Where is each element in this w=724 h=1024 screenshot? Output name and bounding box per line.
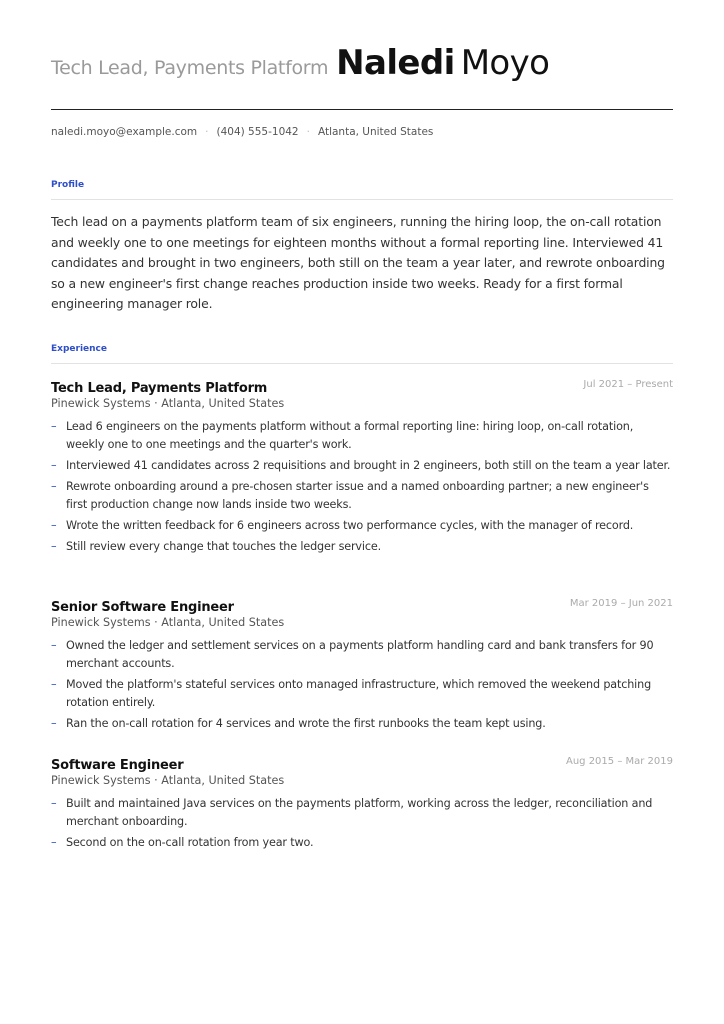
- job-bullet: [51, 795, 673, 831]
- job-bullet: [51, 538, 673, 556]
- bullet-text: Ran the on-call rotation for 4 services and wrote the first runbooks the team kept using.: [66, 717, 546, 730]
- bullet-text: Rewrote onboarding around a pre-chosen starter issue and a named onboarding partner; a new engineer's first production change now lands inside two weeks.: [66, 480, 649, 511]
- bullet-text: Wrote the written feedback for 6 engineers across two performance cycles, with the manager of record.: [66, 519, 634, 532]
- job-bullets: [51, 637, 673, 733]
- last-name: Moyo: [460, 43, 550, 83]
- bullet-text: Interviewed 41 candidates across 2 requisitions and brought in 2 engineers, both still on the team a year later.: [66, 459, 671, 472]
- bullet-text: Second on the on-call rotation from year two.: [66, 836, 314, 849]
- bullet-text: Still review every change that touches the ledger service.: [66, 540, 382, 553]
- job-header: [51, 377, 673, 395]
- bullet-dash: –: [51, 540, 57, 553]
- bullet-dash: –: [51, 480, 57, 493]
- job-bullets: [51, 418, 673, 556]
- bullet-dash: –: [51, 678, 57, 691]
- section-heading-experience: Experience: [51, 344, 107, 354]
- job-dates: Jul 2021 – Present: [583, 379, 673, 390]
- title-line: [51, 43, 673, 83]
- bullet-dash: –: [51, 639, 57, 652]
- profile-summary: Tech lead on a payments platform team of six engineers, running the hiring loop, the on-call rotation and weekly one to one meetings for eighteen months without a formal reporting line. Interviewed 41 candidates and brought in two engineers, both still on the team a year later, and rewrote onboarding so a new engineer's first change reaches production inside two weeks. Ready for a first formal engineering manager role.: [51, 214, 665, 312]
- bullet-dash: –: [51, 459, 57, 472]
- job-bullet: [51, 478, 673, 514]
- first-name: Naledi: [336, 43, 455, 83]
- bullet-dash: –: [51, 717, 57, 730]
- job-entry: [51, 754, 673, 855]
- header-divider: [51, 109, 673, 110]
- bullet-dash: –: [51, 797, 57, 810]
- job-dates: Aug 2015 – Mar 2019: [565, 756, 673, 767]
- job-bullets: [51, 795, 673, 852]
- job-company: Pinewick Systems · Atlanta, United States: [51, 616, 285, 629]
- section-divider: [51, 199, 673, 200]
- bullet-dash: –: [51, 836, 57, 849]
- job-dates: Mar 2019 – Jun 2021: [569, 598, 673, 609]
- bullet-dash: –: [51, 519, 57, 532]
- bullet-text: Lead 6 engineers on the payments platform without a formal reporting line: hiring loop, on-call rotation, weekly one to one meetings and the quarter's work.: [66, 420, 634, 451]
- job-header: [51, 754, 673, 772]
- job-bullet: [51, 637, 673, 673]
- job-bullet: [51, 715, 673, 733]
- bullet-text: Moved the platform's stateful services onto managed infrastructure, which removed the weekend patching rotation entirely.: [66, 678, 652, 709]
- section-heading-profile: Profile: [51, 180, 85, 190]
- contact-separator: ·: [205, 126, 209, 138]
- contact-separator: ·: [306, 126, 310, 138]
- job-entry: [51, 377, 673, 559]
- bullet-text: Owned the ledger and settlement services on a payments platform handling card and bank transfers for 90 merchant accounts.: [66, 639, 654, 670]
- contact-location: Atlanta, United States: [317, 126, 434, 138]
- job-header: [51, 596, 673, 614]
- job-bullet: [51, 676, 673, 712]
- job-company: Pinewick Systems · Atlanta, United States: [51, 774, 285, 787]
- section-divider: [51, 363, 673, 364]
- job-entry: [51, 596, 673, 736]
- bullet-dash: –: [51, 420, 57, 433]
- contact-phone: (404) 555-1042: [216, 126, 299, 138]
- bullet-text: Built and maintained Java services on the payments platform, working across the ledger, reconciliation and merchant onboarding.: [66, 797, 653, 828]
- resume-header: [51, 43, 673, 110]
- job-bullet: [51, 517, 673, 535]
- job-bullet: [51, 418, 673, 454]
- contact-line: [51, 126, 433, 138]
- contact-email[interactable]: naledi.moyo@example.com: [51, 126, 198, 138]
- job-title: Software Engineer: [51, 758, 184, 773]
- job-title: Tech Lead, Payments Platform: [51, 381, 268, 396]
- role-title: Tech Lead, Payments Platform: [51, 57, 329, 79]
- job-bullet: [51, 834, 673, 852]
- job-bullet: [51, 457, 673, 475]
- job-company: Pinewick Systems · Atlanta, United States: [51, 397, 285, 410]
- job-title: Senior Software Engineer: [51, 600, 234, 615]
